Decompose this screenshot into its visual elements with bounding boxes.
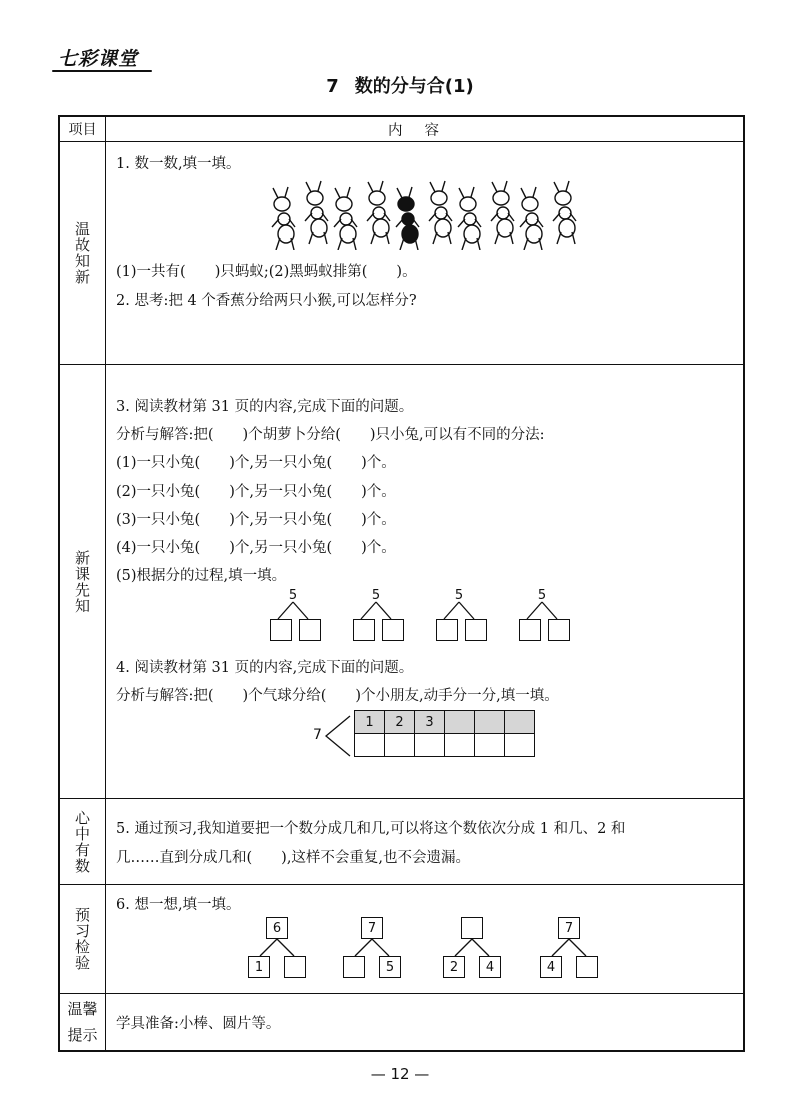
lesson-number: 7 xyxy=(326,76,339,97)
answer-box[interactable] xyxy=(299,619,321,641)
grid-cell[interactable] xyxy=(445,734,475,757)
split-grid xyxy=(354,710,535,757)
split-bracket xyxy=(324,712,352,762)
q4-intro: 分析与解答:把( )个气球分给( )个小朋友,动手分一分,填一填。 xyxy=(116,688,559,704)
section-mind xyxy=(60,799,743,885)
q4-title: 4. 阅读教材第 31 页的内容,完成下面的问题。 xyxy=(116,660,414,676)
grid-cell[interactable] xyxy=(505,734,535,757)
q3-fill: (5)根据分的过程,填一填。 xyxy=(116,568,287,584)
answer-box[interactable] xyxy=(382,619,404,641)
brand-logo: 七彩课堂 xyxy=(58,48,139,70)
tree-right-box[interactable]: 5 xyxy=(379,956,401,978)
q5-line: 几……直到分成几和( ),这样不会重复,也不会遗漏。 xyxy=(116,850,471,866)
tree-top-box[interactable] xyxy=(461,917,483,939)
q3-item: (4)一只小兔( )个,另一只小兔( )个。 xyxy=(116,540,396,556)
section-tips xyxy=(60,994,743,1050)
tree-branches xyxy=(519,601,565,621)
ant-icon xyxy=(491,181,514,244)
tree-branches xyxy=(541,938,597,958)
section-label xyxy=(60,365,106,798)
q4-total: 7 xyxy=(313,727,322,743)
q5-line: 5. 通过预习,我知道要把一个数分成几和几,可以将这个数依次分成 1 和几、2 和 xyxy=(116,821,626,837)
tree-top-box[interactable]: 7 xyxy=(361,917,383,939)
grid-cell[interactable] xyxy=(445,711,475,734)
section-label-text: 新课先知 xyxy=(73,549,91,614)
tree-left-box[interactable]: 2 xyxy=(443,956,465,978)
q1-text: (1)一共有( )只蚂蚁;(2)黑蚂蚁排第( )。 xyxy=(116,264,417,280)
grid-cell[interactable]: 3 xyxy=(415,711,445,734)
answer-box[interactable] xyxy=(270,619,292,641)
section-content xyxy=(106,142,743,364)
ant-icon xyxy=(334,187,357,250)
section-content xyxy=(106,885,743,993)
grid-cell[interactable] xyxy=(475,734,505,757)
q1-title: 1. 数一数,填一填。 xyxy=(116,156,241,172)
answer-box[interactable] xyxy=(436,619,458,641)
tree-left-box[interactable]: 1 xyxy=(248,956,270,978)
black-ant-icon xyxy=(396,187,419,250)
ant-icon xyxy=(429,181,452,244)
tree-left-box[interactable]: 4 xyxy=(540,956,562,978)
lesson-title: 数的分与合(1) xyxy=(354,76,474,97)
worksheet-table xyxy=(58,115,745,1052)
q3-title: 3. 阅读教材第 31 页的内容,完成下面的问题。 xyxy=(116,399,414,415)
tree-right-box[interactable]: 4 xyxy=(479,956,501,978)
section-content xyxy=(106,799,743,884)
header-content: 内容 xyxy=(388,122,461,139)
page-number: — 12 — xyxy=(370,1065,430,1083)
section-label-text: 提示 xyxy=(67,1026,98,1044)
q6-title: 6. 想一想,填一填。 xyxy=(116,897,241,913)
tree-top-box[interactable]: 6 xyxy=(266,917,288,939)
answer-box[interactable] xyxy=(353,619,375,641)
grid-cell[interactable]: 2 xyxy=(385,711,415,734)
tree-right-box[interactable] xyxy=(576,956,598,978)
ant-icon xyxy=(458,187,481,250)
ants-illustration xyxy=(266,180,596,250)
table-header-row xyxy=(60,117,743,142)
section-label-text: 预习检验 xyxy=(73,907,91,971)
section-label-text: 温馨 xyxy=(67,1000,98,1018)
grid-cell[interactable] xyxy=(475,711,505,734)
answer-box[interactable] xyxy=(548,619,570,641)
grid-cell[interactable] xyxy=(415,734,445,757)
ant-icon xyxy=(553,181,576,244)
tree-branches xyxy=(436,601,482,621)
tree-branches xyxy=(270,601,316,621)
page-title xyxy=(0,72,800,98)
section-content xyxy=(106,365,743,798)
section-label-text: 心中有数 xyxy=(73,809,91,874)
tree-branches xyxy=(344,938,400,958)
q3-item: (1)一只小兔( )个,另一只小兔( )个。 xyxy=(116,455,396,471)
grid-cell[interactable] xyxy=(355,734,385,757)
q2-text: 2. 思考:把 4 个香蕉分给两只小猴,可以怎样分? xyxy=(116,293,417,309)
answer-box[interactable] xyxy=(519,619,541,641)
tree-branches xyxy=(249,938,305,958)
section-label xyxy=(60,799,106,884)
ant-icon xyxy=(367,181,390,244)
q3-item: (3)一只小兔( )个,另一只小兔( )个。 xyxy=(116,512,396,528)
grid-cell[interactable]: 1 xyxy=(355,711,385,734)
ant-icon xyxy=(305,181,328,244)
section-preview xyxy=(60,365,743,799)
tree-right-box[interactable] xyxy=(284,956,306,978)
section-check xyxy=(60,885,743,994)
header-item: 项目 xyxy=(60,117,106,141)
tree-branches xyxy=(444,938,500,958)
ant-icon xyxy=(272,187,295,250)
grid-cell[interactable] xyxy=(505,711,535,734)
section-label xyxy=(60,885,106,993)
section-content xyxy=(106,994,743,1050)
section-label xyxy=(60,994,106,1050)
tips-text: 学具准备:小棒、圆片等。 xyxy=(116,1016,281,1032)
tree-top-value: 5 xyxy=(286,588,300,602)
tree-top-value: 5 xyxy=(369,588,383,602)
ant-icon xyxy=(520,187,543,250)
grid-cell[interactable] xyxy=(385,734,415,757)
q3-intro: 分析与解答:把( )个胡萝卜分给( )只小兔,可以有不同的分法: xyxy=(116,427,545,443)
tree-left-box[interactable] xyxy=(343,956,365,978)
section-review xyxy=(60,142,743,365)
section-label-text: 温故知新 xyxy=(73,221,91,285)
section-label xyxy=(60,142,106,364)
tree-top-value: 5 xyxy=(452,588,466,602)
answer-box[interactable] xyxy=(465,619,487,641)
tree-top-box[interactable]: 7 xyxy=(558,917,580,939)
tree-branches xyxy=(353,601,399,621)
q3-item: (2)一只小兔( )个,另一只小兔( )个。 xyxy=(116,484,396,500)
tree-top-value: 5 xyxy=(535,588,549,602)
